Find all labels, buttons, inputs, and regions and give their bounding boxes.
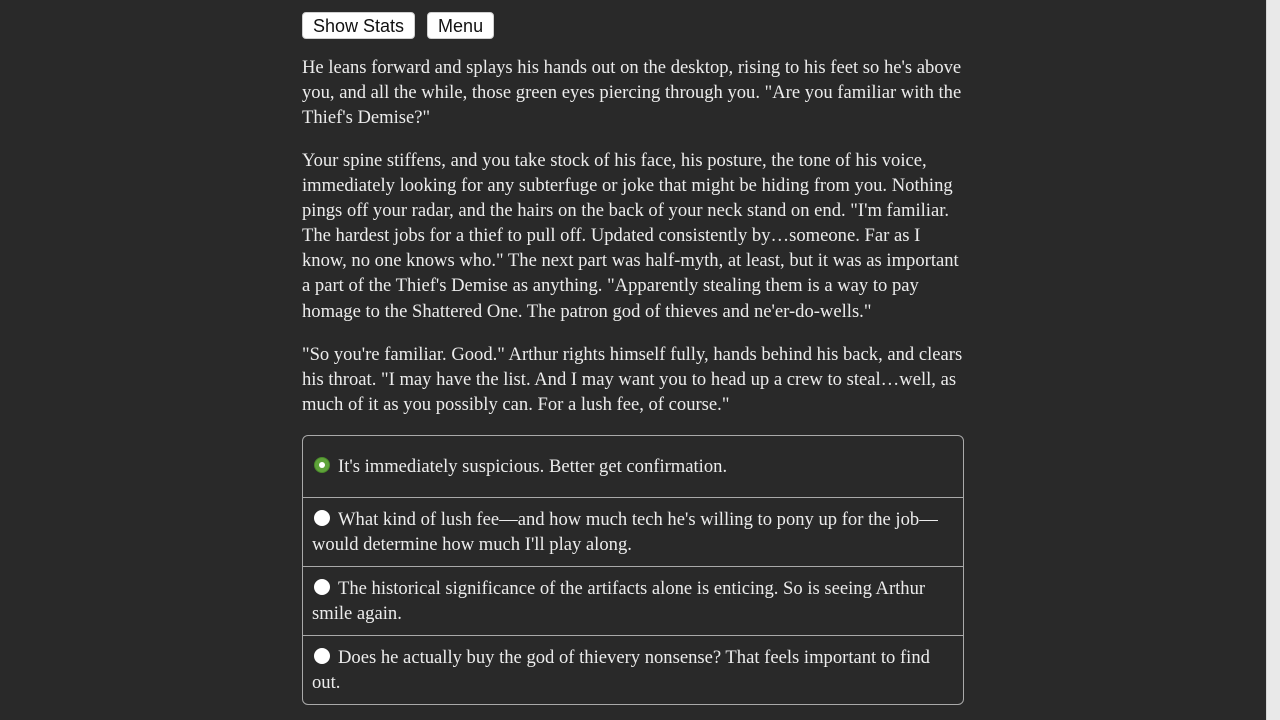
- choice-label: What kind of lush fee—and how much tech he's willing to pony up for the job—would determine how much I'll play along.: [312, 509, 938, 556]
- story-paragraph: He leans forward and splays his hands out on the desktop, rising to his feet so he's above you, and all the while, those green eyes piercing through you. "Are you familiar with the Thief's Demise?": [302, 57, 962, 129]
- show-stats-button[interactable]: Show Stats: [302, 12, 415, 39]
- choice-divider: [303, 497, 963, 498]
- story-paragraph: "So you're familiar. Good." Arthur rights himself fully, hands behind his back, and clears his throat. "I may have the list. And I may want you to head up a crew to steal…well, as much of it as you possibly can. For a lush fee, of course.": [302, 344, 963, 416]
- menu-button[interactable]: Menu: [427, 12, 494, 39]
- choice-label: The historical significance of the artifacts alone is enticing. So is seeing Arthur smile again.: [312, 578, 926, 625]
- choice-label: Does he actually buy the god of thievery nonsense? That feels important to find out.: [312, 647, 930, 694]
- choice-option-3[interactable]: [303, 576, 963, 626]
- choice-divider: [303, 635, 963, 636]
- radio-icon[interactable]: [314, 510, 330, 526]
- choice-label: It's immediately suspicious. Better get confirmation.: [338, 456, 728, 477]
- radio-selected-icon[interactable]: [314, 457, 330, 473]
- vertical-scrollbar[interactable]: [1266, 0, 1280, 720]
- choice-option-2[interactable]: [303, 507, 963, 557]
- choice-list: [302, 435, 964, 705]
- choice-option-1[interactable]: [303, 454, 963, 479]
- radio-icon[interactable]: [314, 648, 330, 664]
- story-paragraph: Your spine stiffens, and you take stock of his face, his posture, the tone of his voice, immediately looking for any subterfuge or joke that might be hiding from you. Nothing pings off your radar, and the hairs on the back of your neck stand on end. "I'm familiar. The hardest jobs for a thief to pull off. Updated consistently by…someone. Far as I know, no one knows who." The next part was half-myth, at least, but it was as important a part of the Thief's Demise as anything. "Apparently stealing them is a way to pay homage to the Shattered One. The patron god of thieves and ne'er-do-wells.": [302, 150, 959, 322]
- choice-divider: [303, 566, 963, 567]
- top-toolbar: [302, 12, 966, 39]
- radio-icon[interactable]: [314, 579, 330, 595]
- choice-option-4[interactable]: [303, 645, 963, 695]
- game-content: [302, 12, 966, 694]
